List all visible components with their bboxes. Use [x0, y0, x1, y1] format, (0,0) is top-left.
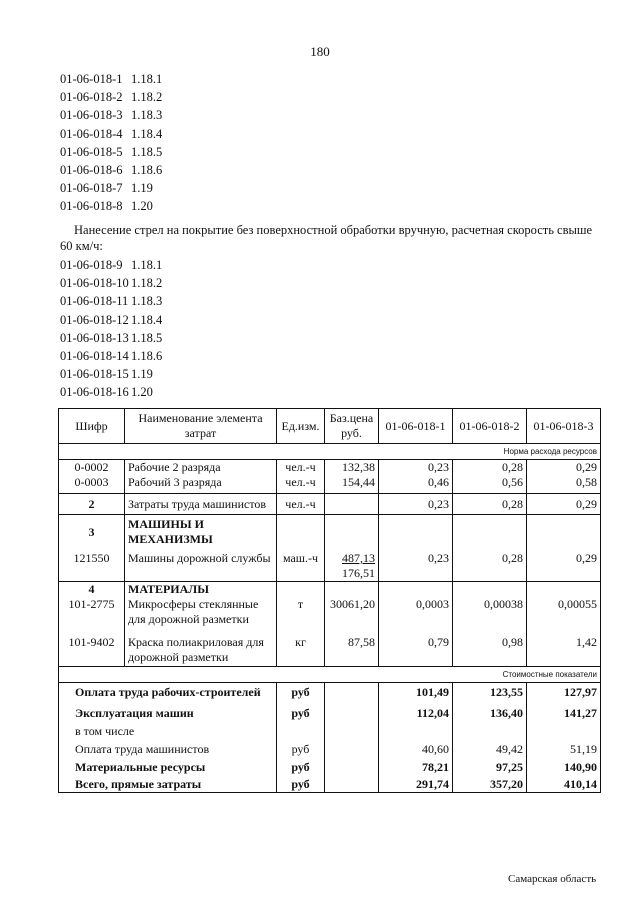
cost-subtitle: в том числе [59, 721, 277, 739]
header-price: Баз.цена руб. [325, 409, 379, 444]
code-list-1 [60, 70, 162, 216]
cost-v1: 78,21 [379, 757, 453, 775]
code-line [60, 70, 162, 88]
row-v2: 0,00038 [453, 597, 527, 631]
code-ref: 1.18.4 [131, 126, 163, 141]
table-header-row [59, 409, 601, 444]
cost-subheader [59, 667, 601, 683]
code-ref: 1.18.3 [131, 108, 163, 123]
code-number: 01-06-018-11 [60, 294, 129, 309]
page-number: 180 [310, 44, 330, 59]
row-unit: чел.-ч [277, 475, 325, 494]
cost-v3: 51,19 [527, 739, 601, 757]
code-ref: 1.18.2 [131, 90, 163, 105]
row-name: МАШИНЫ И МЕХАНИЗМЫ [125, 515, 277, 548]
code-number: 01-06-018-2 [60, 90, 123, 105]
cost-unit: руб [277, 683, 325, 701]
code-number: 01-06-018-14 [60, 349, 129, 364]
row-name: Машины дорожной службы [125, 547, 277, 582]
cost-v3: 127,97 [527, 683, 601, 701]
row-code: 0-0003 [59, 475, 125, 494]
row-v1: 0,0003 [379, 597, 453, 631]
code-line [60, 347, 162, 365]
code-number: 01-06-018-5 [60, 144, 123, 159]
row-v2: 0,28 [453, 494, 527, 515]
code-ref: 1.20 [131, 385, 153, 400]
cost-v1: 40,60 [379, 739, 453, 757]
row-v3: 0,58 [527, 475, 601, 494]
cost-v3: 410,14 [527, 775, 601, 793]
code-line [60, 179, 162, 197]
row-name: Рабочие 2 разряда [125, 460, 277, 476]
cost-v2: 357,20 [453, 775, 527, 793]
code-number: 01-06-018-10 [60, 276, 129, 291]
row-code: 0-0002 [59, 460, 125, 476]
row-v2: 0,98 [453, 631, 527, 667]
code-line [60, 143, 162, 161]
row-unit: т [277, 597, 325, 631]
table-row [59, 494, 601, 515]
row-v2: 0,28 [453, 460, 527, 476]
cost-v3: 140,90 [527, 757, 601, 775]
resource-table [58, 408, 601, 793]
cost-v2: 49,42 [453, 739, 527, 757]
cost-row [59, 700, 601, 721]
row-name: Рабочий 3 разряда [125, 475, 277, 494]
row-v1: 0,23 [379, 494, 453, 515]
row-price [325, 547, 379, 582]
code-number: 01-06-018-7 [60, 181, 123, 196]
table-row [59, 515, 601, 548]
row-v3: 0,00055 [527, 597, 601, 631]
section-note: Нанесение стрел на покрытие без поверхностной обработки вручную, расчетная скорость свыше 60 км/ч: [60, 223, 593, 253]
code-ref: 1.19 [131, 367, 153, 382]
code-number: 01-06-018-16 [60, 385, 129, 400]
cost-v1: 101,49 [379, 683, 453, 701]
row-price: 132,38 [325, 460, 379, 476]
row-v3: 0,29 [527, 547, 601, 582]
cost-v2: 136,40 [453, 700, 527, 721]
code-line [60, 125, 162, 143]
row-v2: 0,28 [453, 547, 527, 582]
code-line [60, 383, 162, 401]
row-price-main: 487,13 [342, 551, 375, 565]
code-ref: 1.18.2 [131, 276, 163, 291]
code-ref: 1.20 [131, 199, 153, 214]
code-number: 01-06-018-15 [60, 367, 129, 382]
row-unit: маш.-ч [277, 547, 325, 582]
row-v2: 0,56 [453, 475, 527, 494]
footer-region: Самарская область [508, 873, 597, 885]
table-row [59, 475, 601, 494]
code-number: 01-06-018-6 [60, 163, 123, 178]
row-price: 87,58 [325, 631, 379, 667]
code-number: 01-06-018-8 [60, 199, 123, 214]
row-code: 101-2775 [59, 597, 125, 631]
row-name: Краска полиакриловая для дорожной разметки [125, 631, 277, 667]
cost-row [59, 683, 601, 701]
code-line [60, 292, 162, 310]
row-price: 154,44 [325, 475, 379, 494]
row-code: 101-9402 [59, 631, 125, 667]
cost-unit: руб [277, 775, 325, 793]
row-price: 30061,20 [325, 597, 379, 631]
cost-unit: руб [277, 739, 325, 757]
code-line [60, 256, 162, 274]
code-number: 01-06-018-12 [60, 312, 129, 327]
code-ref: 1.18.1 [131, 72, 163, 86]
table-row [59, 631, 601, 667]
header-name: Наименование элемента затрат [125, 409, 277, 444]
norm-subheader [59, 444, 601, 460]
code-ref: 1.18.4 [131, 312, 163, 327]
code-line [60, 274, 162, 292]
norm-label: Норма расхода ресурсов [379, 444, 601, 460]
row-v1: 0,46 [379, 475, 453, 494]
cost-v2: 123,55 [453, 683, 527, 701]
row-unit: кг [277, 631, 325, 667]
cost-v1: 291,74 [379, 775, 453, 793]
header-col3: 01-06-018-3 [527, 409, 601, 444]
header-col2: 01-06-018-2 [453, 409, 527, 444]
row-name: Затраты труда машинистов [125, 494, 277, 515]
code-number: 01-06-018-3 [60, 108, 123, 123]
cost-row [59, 775, 601, 793]
cost-unit: руб [277, 700, 325, 721]
code-line [60, 106, 162, 124]
header-unit: Ед.изм. [277, 409, 325, 444]
code-ref: 1.18.6 [131, 163, 163, 178]
row-v3: 0,29 [527, 494, 601, 515]
cost-name: Материальные ресурсы [59, 757, 277, 775]
cost-v1: 112,04 [379, 700, 453, 721]
cost-unit: руб [277, 757, 325, 775]
cost-row [59, 739, 601, 757]
row-v1: 0,23 [379, 547, 453, 582]
code-line [60, 329, 162, 347]
row-code: 2 [59, 494, 125, 515]
cost-v2: 97,25 [453, 757, 527, 775]
row-unit: чел.-ч [277, 460, 325, 476]
code-ref: 1.18.3 [131, 294, 163, 309]
row-unit: чел.-ч [277, 494, 325, 515]
row-v3: 1,42 [527, 631, 601, 667]
row-code: 3 [59, 515, 125, 548]
cost-name: Всего, прямые затраты [59, 775, 277, 793]
code-ref: 1.18.5 [131, 330, 163, 345]
code-ref: 1.19 [131, 181, 153, 196]
code-line [60, 88, 162, 106]
table-row [59, 582, 601, 598]
header-col1: 01-06-018-1 [379, 409, 453, 444]
code-number: 01-06-018-1 [60, 72, 123, 86]
code-line [60, 161, 162, 179]
cost-name: Оплата труда рабочих-строителей [59, 683, 277, 701]
row-v1: 0,79 [379, 631, 453, 667]
cost-name: Эксплуатация машин [59, 700, 277, 721]
code-line [60, 365, 162, 383]
row-price-secondary: 176,51 [342, 566, 375, 580]
row-name: Микросферы стеклянные для дорожной разметки [125, 597, 277, 631]
row-v3: 0,29 [527, 460, 601, 476]
row-code: 121550 [59, 547, 125, 582]
code-ref: 1.18.6 [131, 349, 163, 364]
cost-row [59, 757, 601, 775]
row-name: МАТЕРИАЛЫ [125, 582, 277, 598]
code-number: 01-06-018-13 [60, 330, 129, 345]
table-row [59, 597, 601, 631]
code-number: 01-06-018-9 [60, 258, 123, 272]
cost-v3: 141,27 [527, 700, 601, 721]
code-list-2 [60, 256, 162, 402]
header-code: Шифр [59, 409, 125, 444]
row-v1: 0,23 [379, 460, 453, 476]
table-row [59, 460, 601, 476]
code-line [60, 197, 162, 215]
code-ref: 1.18.1 [131, 258, 163, 272]
code-line [60, 311, 162, 329]
cost-name: Оплата труда машинистов [59, 739, 277, 757]
cost-row [59, 721, 601, 739]
code-number: 01-06-018-4 [60, 126, 123, 141]
code-ref: 1.18.5 [131, 144, 163, 159]
table-row [59, 547, 601, 582]
row-code: 4 [59, 582, 125, 598]
cost-label: Стоимостные показатели [379, 667, 601, 683]
